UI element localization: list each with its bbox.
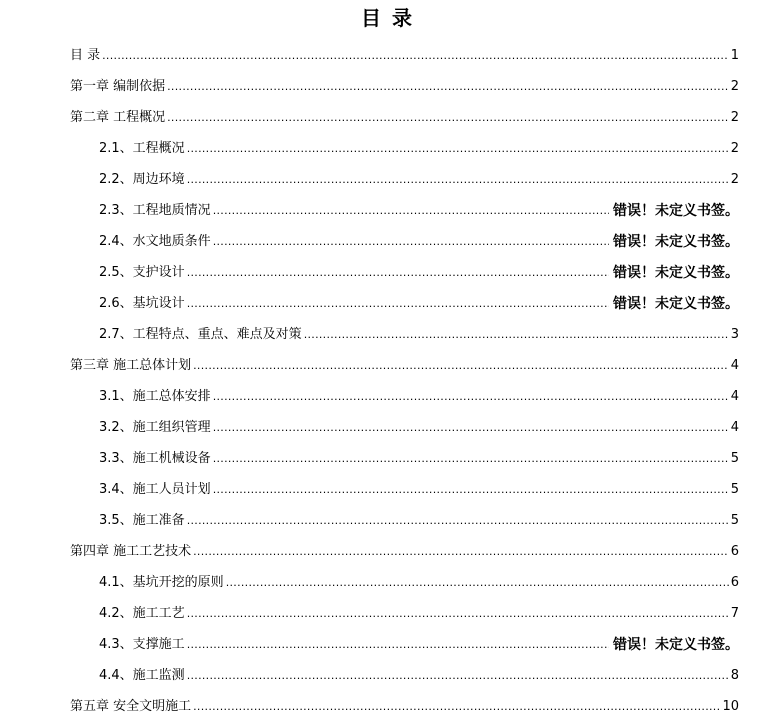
- toc-entry-label: 2.6、基坑设计: [99, 296, 185, 311]
- toc-dot-leader: [187, 296, 609, 312]
- toc-entry[interactable]: [99, 292, 739, 312]
- toc-dot-leader: [213, 451, 729, 467]
- toc-entry[interactable]: [99, 664, 739, 684]
- page-title: 目 录: [361, 6, 414, 30]
- toc-dot-leader: [213, 203, 609, 219]
- toc-entry[interactable]: [70, 106, 739, 126]
- toc-entry-label: 第五章 安全文明施工: [70, 699, 192, 714]
- toc-entry-label: 第三章 施工总体计划: [70, 358, 192, 373]
- toc-dot-leader: [304, 327, 729, 343]
- toc-entry-label: 第四章 施工工艺技术: [70, 544, 192, 559]
- toc-page-number: 7: [730, 606, 739, 621]
- toc-entry-label: 4.4、施工监测: [99, 668, 185, 683]
- toc-entry[interactable]: [99, 385, 739, 405]
- toc-dot-leader: [187, 668, 729, 684]
- toc-entry-label: 4.1、基坑开挖的原则: [99, 575, 224, 590]
- toc-page-number: 4: [730, 420, 739, 435]
- toc-entry[interactable]: [99, 168, 739, 188]
- toc-dot-leader: [213, 234, 609, 250]
- toc-page-number: 5: [730, 482, 739, 497]
- toc-dot-leader: [102, 48, 729, 64]
- toc-bookmark-error: 错误！未定义书签。: [613, 203, 739, 219]
- toc-entry-label: 2.7、工程特点、重点、难点及对策: [99, 327, 302, 342]
- toc-page-number: 5: [730, 513, 739, 528]
- toc-entry[interactable]: [70, 695, 739, 715]
- toc-entry[interactable]: [99, 447, 739, 467]
- toc-entry[interactable]: [99, 261, 739, 281]
- toc-entry-label: 3.3、施工机械设备: [99, 451, 211, 466]
- toc-dot-leader: [193, 699, 720, 715]
- toc-entry[interactable]: [99, 199, 739, 219]
- toc-page-number: 6: [730, 544, 739, 559]
- toc-bookmark-error: 错误！未定义书签。: [613, 296, 739, 312]
- toc-bookmark-error: 错误！未定义书签。: [613, 637, 739, 653]
- toc-entry[interactable]: [99, 509, 739, 529]
- toc-dot-leader: [213, 420, 729, 436]
- toc-entry-label: 2.5、支护设计: [99, 265, 185, 280]
- toc-entry[interactable]: [70, 75, 739, 95]
- toc-dot-leader: [187, 265, 609, 281]
- toc-page-number: 1: [730, 48, 739, 63]
- toc-entry-label: 目 录: [70, 48, 101, 63]
- toc-dot-leader: [187, 141, 729, 157]
- toc-entry-label: 4.2、施工工艺: [99, 606, 185, 621]
- toc-dot-leader: [213, 482, 729, 498]
- toc-dot-leader: [167, 110, 729, 126]
- toc-entry[interactable]: [70, 44, 739, 64]
- toc-entry-label: 2.1、工程概况: [99, 141, 185, 156]
- toc-entry-label: 3.4、施工人员计划: [99, 482, 211, 497]
- toc-entry[interactable]: [99, 416, 739, 436]
- toc-entry-label: 第二章 工程概况: [70, 110, 166, 125]
- toc-entry[interactable]: [99, 478, 739, 498]
- toc-page-number: 4: [730, 389, 739, 404]
- toc-page-number: 4: [730, 358, 739, 373]
- toc-dot-leader: [167, 79, 729, 95]
- toc-entry-label: 2.4、水文地质条件: [99, 234, 211, 249]
- toc-dot-leader: [193, 358, 729, 374]
- toc-page-number: 8: [730, 668, 739, 683]
- toc-page-number: 2: [730, 79, 739, 94]
- toc-page-number: 2: [730, 172, 739, 187]
- toc-entry[interactable]: [99, 230, 739, 250]
- toc-dot-leader: [213, 389, 729, 405]
- toc-entry[interactable]: [99, 602, 739, 622]
- toc-dot-leader: [187, 172, 729, 188]
- toc-dot-leader: [187, 513, 729, 529]
- toc-page-number: 5: [730, 451, 739, 466]
- toc-entry-label: 3.5、施工准备: [99, 513, 185, 528]
- toc-entry-label: 2.2、周边环境: [99, 172, 185, 187]
- toc-dot-leader: [193, 544, 729, 560]
- toc-entry-label: 2.3、工程地质情况: [99, 203, 211, 218]
- toc-page-number: 2: [730, 141, 739, 156]
- toc-dot-leader: [187, 637, 609, 653]
- toc-entry[interactable]: [70, 540, 739, 560]
- toc-entry[interactable]: [99, 323, 739, 343]
- toc-entry-label: 3.2、施工组织管理: [99, 420, 211, 435]
- toc-page-number: 6: [730, 575, 739, 590]
- toc-page-number: 3: [730, 327, 739, 342]
- toc-entry-label: 3.1、施工总体安排: [99, 389, 211, 404]
- toc-entry[interactable]: [99, 137, 739, 157]
- toc-page-number: 2: [730, 110, 739, 125]
- toc-dot-leader: [187, 606, 729, 622]
- toc-entry-label: 第一章 编制依据: [70, 79, 166, 94]
- toc-entry[interactable]: [99, 633, 739, 653]
- toc-bookmark-error: 错误！未定义书签。: [613, 234, 739, 250]
- toc-page-number: 10: [722, 699, 739, 714]
- toc-dot-leader: [226, 575, 729, 591]
- toc-entry-label: 4.3、支撑施工: [99, 637, 185, 652]
- toc-bookmark-error: 错误！未定义书签。: [613, 265, 739, 281]
- toc-entry[interactable]: [70, 354, 739, 374]
- toc-entry[interactable]: [99, 571, 739, 591]
